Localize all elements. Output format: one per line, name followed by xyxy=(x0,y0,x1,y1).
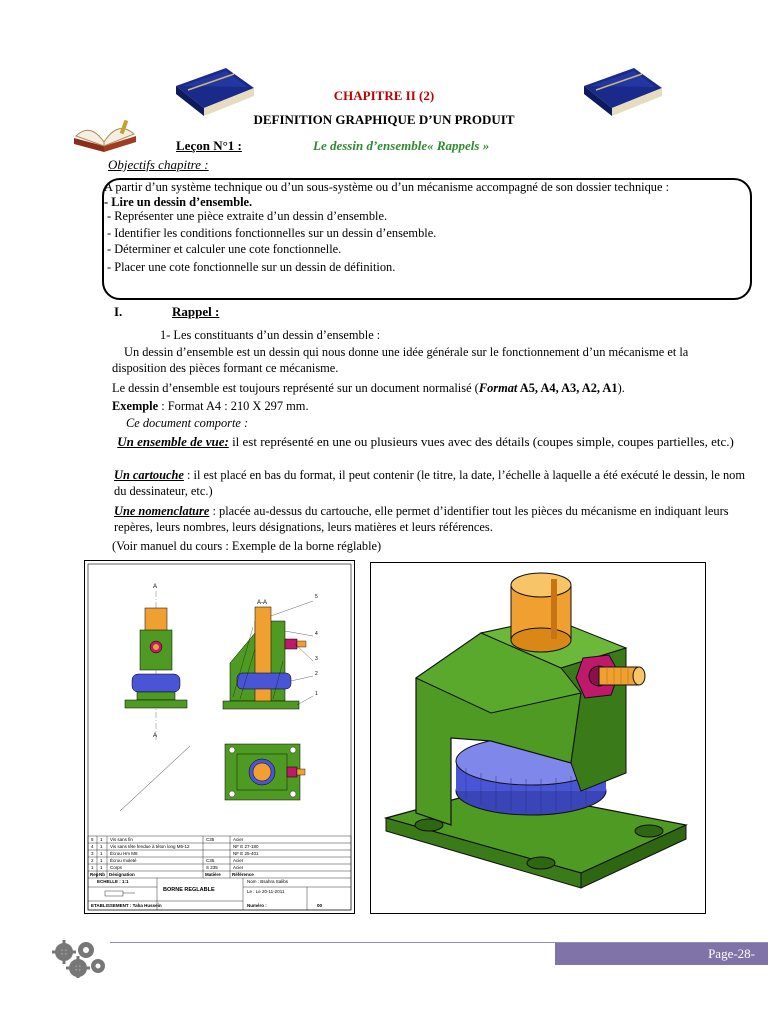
callout-label: 4 xyxy=(315,631,318,637)
title-block-scale: ECHELLE : 1:1 xyxy=(97,879,129,884)
callout-label: 5 xyxy=(315,594,318,600)
view-label-a: A xyxy=(153,733,158,739)
callout-label: 3 xyxy=(315,656,318,662)
cutter-icon xyxy=(105,891,135,896)
callout-label: 2 xyxy=(315,671,318,677)
nomenclature-header: RepNb Désignation Matière Référence xyxy=(90,872,254,877)
objectives-item: - Identifier les conditions fonctionnelles sur un dessin d’ensemble. xyxy=(107,225,437,240)
item-nomenclature: Une nomenclature : placée au-dessus du cartouche, elle permet d’identifier tout les pièces du mécanisme en indiquant leurs repères, leurs nombres, leurs désignations, leurs matières et leurs références. xyxy=(114,504,729,534)
section-label: A-A xyxy=(257,600,268,606)
paragraph-comporte: Ce document comporte : xyxy=(126,416,249,430)
objectives-title: Objectifs chapitre : xyxy=(108,157,209,172)
paragraph-definition: Un dessin d’ensemble est un dessin qui nous donne une idée générale sur le fonctionnement d’un mécanisme et la disposition des pièces formant ce mécanisme. xyxy=(112,345,689,375)
nomenclature-row: 1 1 Corps S 235 Acier xyxy=(91,865,244,870)
section-title: Rappel : xyxy=(172,304,220,319)
callout-label: 1 xyxy=(315,691,318,697)
assembly-3d-view xyxy=(370,562,706,914)
title-block-number: 00 xyxy=(317,903,323,908)
objectives-item: - Représenter une pièce extraite d’un dessin d’ensemble. xyxy=(107,209,388,224)
objectives-main: - Lire un dessin d’ensemble. xyxy=(104,194,253,209)
title-block-name: Nom : Bsahra Salibs xyxy=(247,879,289,884)
chapter-subtitle: DEFINITION GRAPHIQUE D’UN PRODUIT xyxy=(253,112,515,127)
assembly-illustration xyxy=(371,563,705,913)
nomenclature-row: 3 1 Écrou Hm M8 NF E 25-401 xyxy=(91,851,259,856)
paragraph-format: Le dessin d’ensemble est toujours représenté sur un document normalisé (Format A5, A4, A3, A2, A1). xyxy=(112,381,625,395)
lesson-label: Leçon N°1 : xyxy=(176,138,242,153)
title-block-school: ETABLISSEMENT : Taha Hussein xyxy=(91,903,162,908)
item-cartouche: Un cartouche : il est placé en bas du format, il peut contenir (le titre, la date, l’échelle à laquelle a été exécuté le dessin, le nom du dessinateur, etc.) xyxy=(114,468,746,498)
objectives-item: - Placer une cote fonctionnelle sur un dessin de définition. xyxy=(107,259,396,274)
objectives-intro: A partir d’un système technique ou d’un sous-système ou d’un mécanisme accompagné de son dossier technique : xyxy=(104,180,670,194)
gears-icon xyxy=(48,938,108,978)
title-block-title: BORNE REGLABLE xyxy=(163,887,215,893)
title-block-number-label: Numéro : xyxy=(247,903,267,908)
title-block-date: Le : Le 20-11-2011 xyxy=(247,889,285,894)
paragraph-example: Exemple : Format A4 : 210 X 297 mm. xyxy=(112,399,309,413)
subsection-title: 1- Les constituants d’un dessin d’ensemble : xyxy=(160,328,381,342)
lesson-title: Le dessin d’ensemble« Rappels » xyxy=(313,138,490,153)
nomenclature-row: 2 1 Écrou moleté C35 Acier xyxy=(91,858,244,863)
item-ensemble-vue: Un ensemble de vue: il est représenté en une ou plusieurs vues avec des détails (coupes simple, coupes partielles, etc.) xyxy=(117,434,734,449)
nomenclature-row: 5 1 Vis sans fin C35 Acier xyxy=(91,837,244,842)
technical-drawing xyxy=(84,560,355,914)
objectives-text xyxy=(104,180,748,275)
course-note: (Voir manuel du cours : Exemple de la borne réglable) xyxy=(112,539,382,553)
section-number: I. xyxy=(114,304,123,319)
page-number: Page-28- xyxy=(708,946,755,961)
chapter-title: CHAPITRE II (2) xyxy=(333,88,435,103)
view-label-a: A xyxy=(153,584,158,590)
objectives-item: - Déterminer et calculer une cote fonctionnelle. xyxy=(107,242,342,257)
nomenclature-row: 4 1 Vis sans tête fendue à téton long M6-12 NF E 27-180 xyxy=(91,844,259,849)
